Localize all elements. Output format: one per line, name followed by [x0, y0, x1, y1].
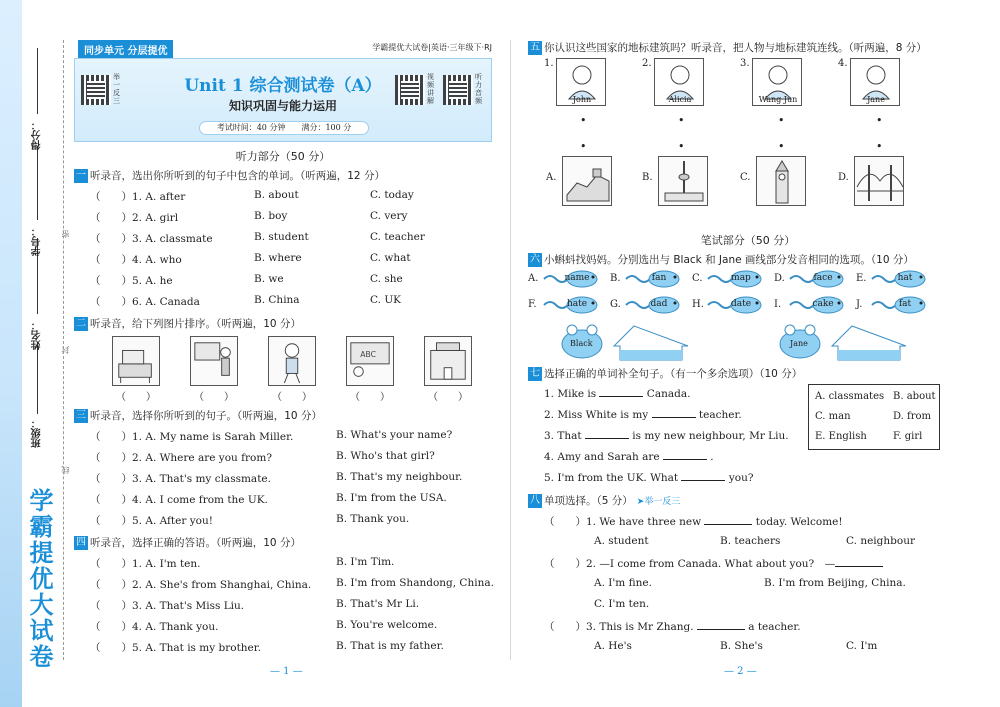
q8-3-options	[528, 637, 968, 658]
q4-4-option-b[interactable]: B. You're welcome.	[336, 619, 438, 631]
q7-5-text	[544, 471, 753, 484]
q3-3-option-a[interactable]: （ ）3. A. That's my classmate.	[90, 473, 271, 485]
q7-2-text	[544, 408, 742, 421]
section-item	[74, 616, 492, 637]
tadpole-options	[528, 270, 968, 322]
q1-1-option-b[interactable]: B. about	[254, 189, 299, 201]
person-1-card	[556, 58, 606, 106]
section-6-instruction: 小蝌蚪找妈妈。分别选出与 Black 和 Jane 画线部分发音相同的选项。（10 分）	[544, 254, 914, 266]
series-label: 学霸提优大试卷|英语·三年级下·RJ	[372, 43, 492, 52]
qr-label-audio: 听力音频	[475, 73, 482, 105]
id-field-label: 学号：	[32, 226, 43, 256]
tadpole-word: date	[730, 299, 752, 309]
practice-tag[interactable]: ➤举一反三	[636, 497, 681, 507]
tadpole-word: dad	[650, 299, 668, 309]
section-2-title	[74, 316, 492, 331]
landmark-row	[528, 156, 968, 226]
q8-1-option-c[interactable]: C. neighbour	[846, 535, 915, 547]
q8-1-stem-text: （ ）1. We have three new today. Welcome!	[544, 516, 843, 528]
q1-2-option-b[interactable]: B. boy	[254, 210, 288, 222]
tadpole-letter: C.	[692, 273, 703, 284]
listening-part-title: 听力部分（50 分）	[235, 150, 331, 163]
q4-1-option-a[interactable]: （ ）1. A. I'm ten.	[90, 558, 201, 570]
q4-5-option-b[interactable]: B. That is my father.	[336, 640, 444, 652]
dot-landmark-a[interactable]: •	[580, 140, 587, 153]
q8-3-option-c[interactable]: C. I'm	[846, 640, 878, 652]
tadpole-letter: A.	[528, 273, 539, 284]
person-1-number: 1.	[544, 58, 554, 69]
header-top	[74, 38, 492, 56]
picture-3-answer[interactable]: （ ）	[272, 392, 312, 403]
time-score-info: 考试时间：40 分钟 满分：100 分	[199, 121, 369, 135]
id-field-line[interactable]	[37, 146, 38, 220]
q7-5	[528, 468, 968, 489]
q1-1-option-c[interactable]: C. today	[370, 189, 414, 201]
q8-2-option-c[interactable]: C. I'm ten.	[594, 598, 650, 610]
q7-2-blank[interactable]	[652, 408, 696, 418]
cut-mark-line: 线	[61, 466, 70, 474]
person-2-number: 2.	[642, 58, 652, 69]
q7-4-blank[interactable]	[663, 450, 707, 460]
tadpole-word: name	[564, 273, 590, 283]
person-2-card	[654, 58, 704, 106]
page-2	[528, 38, 968, 658]
section-2-instruction: 听录音，给下列图片排序。（听两遍，10 分）	[90, 318, 301, 330]
dot-person-1[interactable]: •	[580, 114, 587, 127]
tadpole-word: cake	[812, 299, 834, 309]
dot-landmark-d[interactable]: •	[876, 140, 883, 153]
landmark-d-label: D.	[838, 172, 849, 183]
q7-4-pre: 4. Amy and Sarah are	[544, 451, 663, 463]
q4-3-option-a[interactable]: （ ）3. A. That's Miss Liu.	[90, 600, 245, 612]
person-4-name: Jane	[867, 95, 885, 104]
section-item	[74, 574, 492, 595]
section-item	[74, 553, 492, 574]
landmark-a-label: A.	[546, 172, 557, 183]
section-item	[74, 468, 492, 489]
cut-line	[63, 40, 64, 660]
binding-strip	[0, 0, 70, 707]
q1-6-option-b[interactable]: B. China	[254, 294, 300, 306]
q8-3-blank[interactable]	[697, 620, 745, 630]
golden-gate-image	[854, 156, 904, 206]
q1-3-option-a[interactable]: （ ）3. A. classmate	[90, 233, 213, 245]
q4-2-option-b[interactable]: B. I'm from Shandong, China.	[336, 577, 494, 589]
score-field-line[interactable]	[37, 48, 38, 114]
option-e: E. English	[815, 431, 867, 442]
section-1-item	[74, 249, 492, 270]
section-3-title	[74, 408, 492, 423]
q8-2-options-1	[528, 574, 968, 595]
dot-landmark-c[interactable]: •	[778, 140, 785, 153]
section-1-title	[74, 168, 492, 183]
person-3-name: Wang Jun	[758, 95, 798, 104]
section-item	[74, 426, 492, 447]
q3-3-option-b[interactable]: B. That's my neighbour.	[336, 471, 463, 483]
tadpole-word: map	[731, 273, 751, 283]
q3-2-option-b[interactable]: B. Who's that girl?	[336, 450, 435, 462]
q3-1-option-a[interactable]: （ ）1. A. My name is Sarah Miller.	[90, 431, 294, 443]
option-d: D. from	[893, 411, 932, 422]
frog-homes	[528, 322, 968, 362]
q1-4-option-b[interactable]: B. where	[254, 252, 302, 264]
brand-logo	[4, 488, 64, 698]
person-4-card	[850, 58, 900, 106]
tadpole-word: fat	[898, 299, 912, 309]
section-item	[74, 489, 492, 510]
q1-4-option-c[interactable]: C. what	[370, 252, 411, 264]
option-b: B. about	[893, 391, 936, 402]
landmark-b-label: B.	[642, 172, 653, 183]
picture-abc-board	[346, 336, 394, 386]
q1-3-option-c[interactable]: C. teacher	[370, 231, 425, 243]
big-ben-image	[756, 156, 806, 206]
section-1-item	[74, 228, 492, 249]
tadpole-word: hat	[897, 273, 913, 283]
q3-1-option-b[interactable]: B. What's your name?	[336, 429, 453, 441]
option-f: F. girl	[893, 431, 923, 442]
tadpole-word: fan	[651, 273, 667, 283]
q8-1-option-b[interactable]: B. teachers	[720, 535, 781, 547]
dot-landmark-b[interactable]: •	[678, 140, 685, 153]
q8-2-blank[interactable]	[835, 557, 883, 567]
section-3-list	[74, 426, 492, 531]
class-field-line[interactable]	[37, 342, 38, 414]
q1-1-option-a[interactable]: （ ）1. A. after	[90, 191, 186, 203]
section-1-item	[74, 270, 492, 291]
option-c: C. man	[815, 411, 851, 422]
picture-5-answer[interactable]: （ ）	[428, 392, 468, 403]
people-row	[528, 58, 968, 120]
q7-3-pre: 3. That	[544, 430, 585, 442]
cut-mark-seal: 封	[61, 346, 70, 354]
section-1-item	[74, 291, 492, 312]
tadpole-letter: G.	[610, 299, 621, 310]
q7-4-post: .	[706, 451, 714, 463]
q8-2-stem	[528, 553, 968, 574]
tadpole-letter: F.	[528, 299, 537, 310]
q1-5-option-c[interactable]: C. she	[370, 273, 403, 285]
tadpole-letter: I.	[774, 299, 782, 310]
q7-5-blank[interactable]	[681, 471, 725, 481]
cut-mark-secret: 密	[61, 230, 70, 238]
section-4-badge: 四	[76, 536, 86, 548]
q4-4-option-a[interactable]: （ ）4. A. Thank you.	[90, 621, 219, 633]
tadpole-word: face	[813, 273, 833, 283]
person-2-name: Alicia	[668, 95, 692, 104]
page-2-number: — 2 —	[724, 666, 757, 677]
section-2-badge: 二	[76, 317, 86, 329]
picture-school	[424, 336, 472, 386]
section-6-badge: 六	[530, 253, 540, 265]
section-5-badge: 五	[530, 41, 540, 53]
section-1-badge: 一	[76, 169, 86, 181]
picture-row	[74, 334, 492, 404]
q8-2-options-2	[528, 595, 968, 616]
q8-3-option-a[interactable]: A. He's	[594, 640, 632, 652]
q7-3-text	[544, 429, 789, 442]
q3-5-option-b[interactable]: B. Thank you.	[336, 513, 410, 525]
picture-1-answer[interactable]: （ ）	[116, 392, 156, 403]
picture-boy	[268, 336, 316, 386]
q8-2-option-a[interactable]: A. I'm fine.	[594, 577, 652, 589]
q7-5-post: you?	[725, 472, 754, 484]
section-6-title	[528, 252, 968, 267]
q8-1-blank[interactable]	[704, 515, 752, 525]
writing-part-title: 笔试部分（50 分）	[700, 234, 796, 247]
tadpole-letter: J.	[856, 299, 863, 310]
q7-4-text	[544, 450, 714, 463]
section-1-item	[74, 186, 492, 207]
section-8-title	[528, 493, 968, 508]
picture-4-answer[interactable]: （ ）	[350, 392, 390, 403]
person-3-card	[752, 58, 802, 106]
section-8-badge: 八	[530, 494, 540, 506]
section-8-instruction: 单项选择。（5 分）	[544, 495, 633, 507]
test-subtitle: 知识巩固与能力运用	[228, 99, 337, 113]
person-3-number: 3.	[740, 58, 750, 69]
qr-label-video: 视频讲解	[427, 73, 434, 105]
section-item	[74, 595, 492, 616]
q8-3-stem-text: （ ）3. This is Mr Zhang. a teacher.	[544, 621, 801, 633]
word-options-box	[808, 384, 940, 450]
q1-2-option-c[interactable]: C. very	[370, 210, 408, 222]
q8-2-option-b[interactable]: B. I'm from Beijing, China.	[764, 577, 906, 589]
section-5-instruction: 你认识这些国家的地标建筑吗？听录音，把人物与地标建筑连线。（听两遍，8 分）	[544, 42, 927, 54]
section-3-instruction: 听录音，选择你所听到的句子。（听两遍，10 分）	[90, 410, 322, 422]
section-7-badge: 七	[530, 367, 540, 379]
q7-3-post: is my new neighbour, Mr Liu.	[628, 430, 789, 442]
frog-black-label: Black	[570, 339, 593, 348]
q8-3-option-b[interactable]: B. She's	[720, 640, 763, 652]
q1-2-option-a[interactable]: （ ）2. A. girl	[90, 212, 179, 224]
match-dots	[528, 114, 968, 156]
section-4-list	[74, 553, 492, 658]
unit-tag: 同步单元 分层提优	[78, 40, 173, 59]
q3-4-option-b[interactable]: B. I'm from the USA.	[336, 492, 447, 504]
section-4-title	[74, 535, 492, 550]
q7-2-pre: 2. Miss White is my	[544, 409, 652, 421]
section-7-instruction: 选择正确的单词补全句子。（有一个多余选项）（10 分）	[544, 368, 803, 380]
section-7-title	[528, 366, 968, 381]
section-item	[74, 510, 492, 531]
q3-4-option-a[interactable]: （ ）4. A. I come from the UK.	[90, 494, 268, 506]
q8-3-stem	[528, 616, 968, 637]
page-1-number: — 1 —	[270, 666, 303, 677]
dot-person-4[interactable]: •	[876, 114, 883, 127]
section-1-instruction: 听录音，选出你所听到的句子中包含的单词。（听两遍，12 分）	[90, 170, 385, 182]
section-7-body	[528, 384, 968, 489]
q8-2-stem-text: （ ）2. —I come from Canada. What about you? —	[544, 556, 883, 571]
picture-teacher	[190, 336, 238, 386]
landmark-c-label: C.	[740, 172, 751, 183]
test-title: Unit 1 综合测试卷（A）	[184, 76, 382, 96]
tadpole-letter: H.	[692, 299, 704, 310]
q1-3-option-b[interactable]: B. student	[254, 231, 309, 243]
q8-1-stem	[528, 511, 968, 532]
q1-4-option-a[interactable]: （ ）4. A. who	[90, 254, 182, 266]
dot-person-3[interactable]: •	[778, 114, 785, 127]
q4-5-option-a[interactable]: （ ）5. A. That is my brother.	[90, 642, 261, 654]
section-1-list	[74, 186, 492, 312]
option-a: A. classmates	[815, 391, 885, 402]
section-5-title	[528, 40, 968, 55]
q8-1-options	[528, 532, 968, 553]
header-box	[74, 58, 492, 142]
q3-2-option-a[interactable]: （ ）2. A. Where are you from?	[90, 452, 272, 464]
picture-2-answer[interactable]: （ ）	[194, 392, 234, 403]
section-item	[74, 637, 492, 658]
q1-6-option-c[interactable]: C. UK	[370, 294, 402, 306]
q7-1-post: Canada.	[643, 388, 691, 400]
q7-5-pre: 5. I'm from the UK. What	[544, 472, 682, 484]
section-1-item	[74, 207, 492, 228]
tadpole-letter: B.	[610, 273, 621, 284]
q7-1-blank[interactable]	[599, 387, 643, 397]
qr-label-practice: 举一反三	[113, 73, 120, 105]
tadpole-word: hate	[566, 299, 588, 309]
q4-1-option-b[interactable]: B. I'm Tim.	[336, 556, 395, 568]
q7-4	[528, 447, 968, 468]
class-field-label: 班级：	[32, 418, 43, 448]
q4-2-option-a[interactable]: （ ）2. A. She's from Shanghai, China.	[90, 579, 312, 591]
person-4-number: 4.	[838, 58, 848, 69]
page-1	[74, 38, 492, 658]
tadpole-letter: D.	[774, 273, 785, 284]
q3-5-option-a[interactable]: （ ）5. A. After you!	[90, 515, 213, 527]
q7-3-blank[interactable]	[585, 429, 629, 439]
q7-2-post: teacher.	[695, 409, 742, 421]
section-4-instruction: 听录音，选择正确的答语。（听两遍，10 分）	[90, 537, 301, 549]
picture-desk	[112, 336, 160, 386]
section-item	[74, 447, 492, 468]
section-3-badge: 三	[76, 409, 86, 421]
brand-text: 学霸提优大试卷	[25, 488, 53, 670]
frog-jane-label: Jane	[790, 339, 808, 348]
q1-5-option-b[interactable]: B. we	[254, 273, 284, 285]
great-wall-image	[562, 156, 612, 206]
q1-5-option-a[interactable]: （ ）5. A. he	[90, 275, 173, 287]
page-divider	[510, 40, 511, 660]
q1-6-option-a[interactable]: （ ）6. A. Canada	[90, 296, 200, 308]
cn-tower-image	[658, 156, 708, 206]
name-field-label: 姓名：	[32, 320, 43, 350]
q7-1-pre: 1. Mike is	[544, 388, 600, 400]
q4-3-option-b[interactable]: B. That's Mr Li.	[336, 598, 420, 610]
dot-person-2[interactable]: •	[678, 114, 685, 127]
score-field-label: 得分：	[32, 120, 43, 150]
abc-board-text: ABC	[360, 350, 376, 360]
q7-1-text	[544, 387, 690, 400]
person-1-name: John	[572, 95, 592, 104]
q8-1-option-a[interactable]: A. student	[594, 535, 649, 547]
tadpole-letter: E.	[856, 273, 867, 284]
